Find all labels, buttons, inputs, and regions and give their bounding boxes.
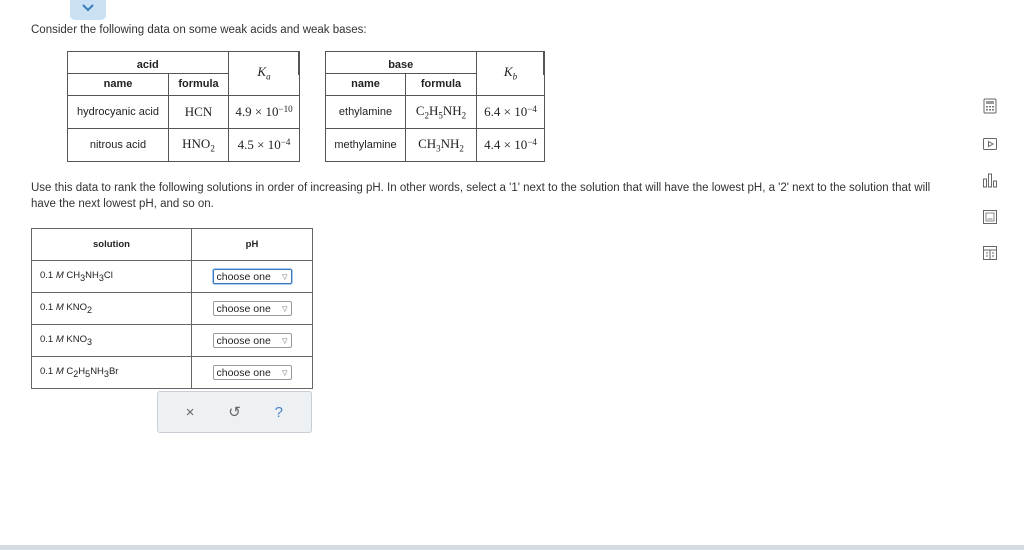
chevron-down-icon: ▽ [282,369,288,377]
base-group-header: base [388,58,414,71]
acid-name-header: name [68,73,169,95]
base-formula-header: formula [406,73,477,95]
table-row [32,293,313,325]
undo-button[interactable]: ↺ [228,404,241,421]
table-row [32,357,313,389]
collapse-toggle[interactable] [70,0,106,20]
footer-divider [0,545,1024,550]
acid-formula-header: formula [169,73,229,95]
base-formula: $C_2H_5NH_2$ [406,95,477,128]
ph-rank-select[interactable]: choose one ▽ [213,365,292,380]
acid-ka: $4.9 \times 10^{-10}$ [229,95,300,128]
acid-formula: HCN [169,95,229,128]
table-row [32,325,313,357]
base-name-header: name [326,73,406,95]
acid-row-hcn [68,95,300,128]
base-kb: $6.4 \times 10^{-4}$ [477,95,545,128]
acid-formula: $HNO_2$ [169,128,229,161]
data-icon[interactable] [982,245,998,261]
help-button[interactable]: ? [274,403,283,421]
ka-header: $K_a$ [229,51,300,95]
acid-name: hydrocyanic acid [68,95,169,128]
acid-row-hno2 [68,128,300,161]
solution-label: 0.1 M $KNO_3$ [32,325,192,357]
solution-label: 0.1 M $CH_3NH_3Cl$ [32,261,192,293]
acid-name: nitrous acid [68,128,169,161]
base-name: methylamine [326,128,406,161]
acid-group-header: acid [136,58,159,71]
acid-table [67,51,300,162]
base-table [325,51,545,162]
solution-label: 0.1 M $KNO_2$ [32,293,192,325]
chevron-down-icon [82,4,94,12]
ranking-table [31,228,313,389]
calculator-icon[interactable] [982,98,998,114]
ph-rank-select[interactable]: choose one ▽ [213,301,292,316]
solution-header: solution [32,229,192,261]
ph-rank-select[interactable]: choose one ▽ [213,269,292,284]
base-name: ethylamine [326,95,406,128]
table-row [32,261,313,293]
chevron-down-icon: ▽ [282,337,288,345]
base-kb: $4.4 \times 10^{-4}$ [477,128,545,161]
instructions-text: Use this data to rank the following solutions in order of increasing pH. In other words, select a '1' next to the solution that will have the lowest pH, a '2' next to the solution that will have the next lowest pH, and so on. [31,182,931,210]
ph-header: pH [192,229,313,261]
base-row-methylamine [326,128,545,161]
chart-icon[interactable] [982,172,998,188]
base-row-ethylamine [326,95,545,128]
base-formula: $CH_3NH_2$ [406,128,477,161]
video-icon[interactable] [982,136,998,152]
ph-rank-select[interactable]: choose one ▽ [213,333,292,348]
solution-label: 0.1 M $C_2H_5NH_3Br$ [32,357,192,389]
clear-button[interactable]: × [185,403,195,421]
periodic-table-icon[interactable] [982,209,998,225]
question-prompt: Consider the following data on some weak acids and weak bases: [31,24,367,36]
acid-ka: $4.5 \times 10^{-4}$ [229,128,300,161]
answer-action-bar [157,391,312,433]
kb-header: $K_b$ [477,51,545,95]
chevron-down-icon: ▽ [282,273,288,281]
chevron-down-icon: ▽ [282,305,288,313]
